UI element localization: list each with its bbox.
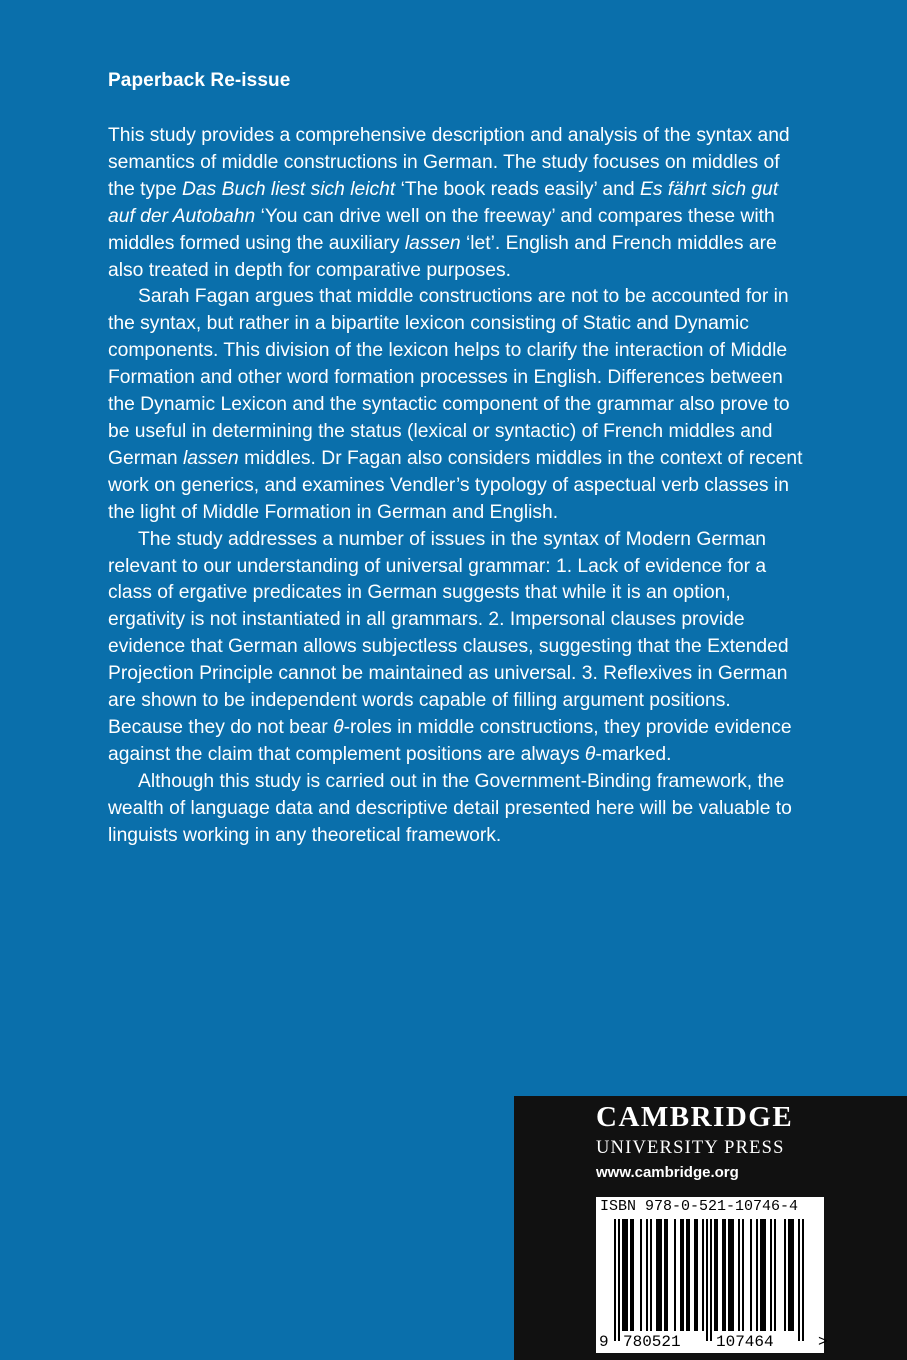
barcode-bar [790,1219,792,1331]
publisher-name: CAMBRIDGE [596,1101,794,1133]
text-run: Although this study is carried out in the Government-Binding framework, the wealth of language data and descriptive detail presented here will be valuable to linguists working in any theoretical framework. [108,770,792,846]
ean-digit-group: 9 [599,1333,609,1351]
barcode-bar [762,1219,764,1331]
blurb-paragraph-1 [108,123,808,284]
text-run: middles. Dr Fagan also considers middles in the context of recent work on generics, and examines Vendler’s typology of aspectual verb classes in the light of Middle Formation in German and English. [108,447,803,523]
blurb-paragraph-4 [108,769,808,850]
ean-digit-group: 107464 [716,1333,774,1351]
text-run: This study provides a comprehensive description and analysis of the syntax and semantics of middle constructions in German. The study focuses on middles of the type [108,125,790,200]
barcode-bar [682,1219,684,1331]
italic-term: Es fährt sich gut auf der Autobahn [108,178,779,227]
blurb [108,123,808,849]
barcode-bar [630,1219,632,1331]
barcode-bar [750,1219,752,1331]
barcode-bar [738,1219,740,1331]
barcode-bar [658,1219,660,1331]
barcode-bar [770,1219,772,1331]
barcode-bar [714,1219,716,1331]
barcode-bar [774,1219,776,1331]
barcode-bar [728,1219,730,1331]
barcode-box [596,1197,828,1353]
barcode-bar [756,1219,758,1331]
isbn-label: ISBN 978-0-521-10746-4 [600,1198,799,1215]
ean-digit-group: > [818,1333,828,1351]
barcode-bar [702,1219,704,1331]
barcode-bar [618,1219,620,1341]
barcode-bar [716,1219,718,1331]
barcode-bar [760,1219,762,1331]
text-run: The study addresses a number of issues in the syntax of Modern German relevant to our understanding of universal grammar: 1. Lack of evidence for a class of ergative predicates in German suggests that while it is an option, ergativity is not instantiated in all grammars. 2. Impersonal clauses provide evidence that German allows subjectless clauses, suggesting that the Extended Projection Principle cannot be maintained as universal. 3. Reflexives in German are shown to be independent words capable of filling argument positions. Because they do not bear [108,528,789,738]
text-run: -marked. [595,743,672,765]
barcode-bar [696,1219,698,1331]
barcode-bar [710,1219,712,1341]
text-run: -roles in middle constructions, they provide evidence against the claim that complement positions are always [108,716,792,765]
barcode-bar [722,1219,724,1331]
barcode-bar [614,1219,616,1341]
text-run: ‘You can drive well on the freeway’ and compares these with middles formed using the auxiliary [108,205,775,254]
barcode-bar [798,1219,800,1341]
barcode-bar [666,1219,668,1331]
heading: Paperback Re-issue [108,70,291,91]
blurb-paragraph-3 [108,527,808,769]
barcode-bar [706,1219,708,1341]
publisher-panel [514,1096,907,1360]
barcode-bar [674,1219,676,1331]
ean-digit-group: 780521 [623,1333,681,1351]
barcode-bar [664,1219,666,1331]
barcode-bar [792,1219,794,1331]
barcode-bar [626,1219,628,1331]
barcode-bar [656,1219,658,1331]
barcode-bar [802,1219,804,1341]
barcode-bar [788,1219,790,1331]
barcode-bar [730,1219,732,1331]
barcode-bar [646,1219,648,1331]
barcode-bar [686,1219,688,1331]
barcode-bar [732,1219,734,1331]
barcode-bar [724,1219,726,1331]
barcode-bar [624,1219,626,1331]
barcode-bar [632,1219,634,1331]
italic-term: θ [333,716,344,738]
italic-term: θ [584,743,596,765]
barcode-bar [622,1219,624,1331]
blurb-paragraph-2 [108,284,808,526]
publisher-subtitle: UNIVERSITY PRESS [596,1138,785,1158]
barcode-bar [688,1219,690,1331]
italic-term: lassen [404,232,461,254]
barcode-bar [764,1219,766,1331]
barcode-bar [650,1219,652,1331]
barcode-bar [742,1219,744,1331]
italic-term: Das Buch liest sich leicht [181,178,396,200]
publisher-url: www.cambridge.org [596,1164,739,1181]
barcode-bar [640,1219,642,1331]
text-run: ‘The book reads easily’ and [395,178,640,200]
italic-term: lassen [183,447,239,469]
barcode-bar [660,1219,662,1331]
barcode-bar [694,1219,696,1331]
barcode-bars [611,1219,811,1341]
text-run: ‘let’. English and French middles are also treated in depth for comparative purposes. [108,232,777,281]
barcode-bar [784,1219,786,1331]
barcode-bar [680,1219,682,1331]
text-run: Sarah Fagan argues that middle constructions are not to be accounted for in the syntax, but rather in a bipartite lexicon consisting of Static and Dynamic components. This division of the lexicon helps to clarify the interaction of Middle Formation and other word formation processes in English. Differences between the Dynamic Lexicon and the syntactic component of the grammar also prove to be useful in determining the status (lexical or syntactic) of French middles and German [108,286,790,469]
